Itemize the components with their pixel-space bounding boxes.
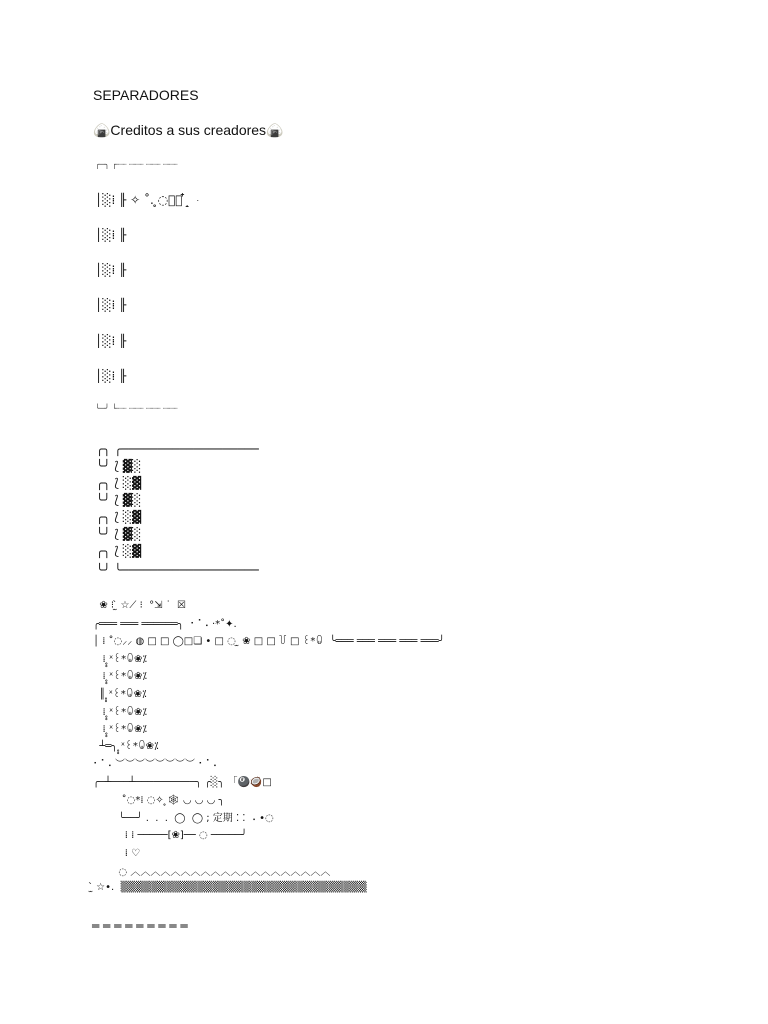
block3-line: ⁞ ♡ — [93, 848, 141, 859]
block3-line: ╰──╯ . . . ◯ ◯ ; 定期 ⁚ ⁚ ⠄•◌ — [93, 813, 274, 824]
block1-row: │░⁞ ╟ — [95, 263, 127, 277]
page-title: SEPARADORES — [93, 87, 199, 103]
block1-row: │░⁞ ╟ — [95, 228, 127, 242]
block1-row: │░⁞ ╟ — [95, 334, 127, 348]
block4-line: ═ ═ ═ ═ ═ ═ ═ ═ ═ — [92, 919, 188, 933]
block2-line: ╰╯ ╰─────────────────── — [96, 563, 259, 577]
block3-line: ╭═══ ═══ ══════╮ ⠂⠁⠄·*˚✦. — [93, 619, 237, 630]
block1-row: │░⁞ ╟ — [95, 369, 127, 383]
block3-line: ⁞ ̥̥ˣ꒰*ꐑ❀⁒ — [93, 671, 147, 682]
block1-row: │░⁞ ╟ — [95, 298, 127, 312]
block3-line: ⁞ ̥̥ˣ꒰*ꐑ❀⁒ — [93, 707, 147, 718]
block2-line: ╭╮ ⟅ ░▓ — [96, 544, 142, 558]
block3-line: ˚◌*⁞ ◌✧ ̥🕸 ◡ ◡ ◡ ╮ — [93, 795, 225, 806]
block1-top-border: ╭─╮ ┌┈┈ ┈┈┈ ┈┈┈ ┈┈┈ — [95, 160, 178, 169]
credits-line: 🍙Creditos a sus creadores🍙 — [93, 122, 284, 138]
block3-line: ̫̀ ☆•. ▒▒▒▒▒▒▒▒▒▒▒▒▒▒▒▒▒▒▒▒▒▒▒▒▒▒▒▒▒▒▒▒ — [93, 882, 367, 893]
block1-row: │░⁞ ╟ ✧ ˚. ̥◌᷊ᰰ ໋ ̝ ּ — [95, 193, 194, 207]
block3-line: ◌ ︿︿︿︿︿︿︿︿︿︿︿︿︿︿︿︿︿︿︿︿ — [93, 867, 331, 878]
block3-line: ║ ̥̥ˣ꒰*ꐑ❀⁒ — [93, 689, 147, 700]
block2-line: ╰╯ ⟅ ▓░ — [96, 459, 142, 473]
block1-bottom-border: ╰─╯ └┈┈ ┈┈┈ ┈┈┈ ┈┈┈ — [95, 404, 178, 413]
block3-line: ╭─┴───┴──────────╮ ╭░╮ 「🎱🥥□ — [93, 777, 272, 788]
block2-line: ╰╯ ⟅ ▓░ — [96, 527, 142, 541]
block3-line: ⁞ ⁞ ─────[❀]── ◌ ─────╯ — [93, 830, 248, 841]
block2-line: ╭╮ ⟅ ░▓ — [96, 510, 142, 524]
block3-line: ⁞ ̥̥ˣ꒰*ꐑ❀⁒ — [93, 724, 147, 735]
block3-line: ┴═╮ ̥̥ˣ꒰*ꐑ❀⁒ — [93, 741, 159, 752]
block3-line: ⠂⠁⠄︶︶︶︶︶︶︶︶ ⠂⠁⠄ — [93, 759, 221, 770]
block3-line: │ ⁞ ˚◌⸝⸝ ◍ □ □ ◯□❏ • □ ◌ ̫ ❀ □ □ ꒦ □ ꒰*ꐑ ╰═══ ═══ ═══ ═══ ═══╯ — [93, 636, 445, 647]
block3-line: ⁞ ̥̥ˣ꒰*ꐑ❀⁒ — [93, 654, 147, 665]
block3-line: ❀ ⁝ ̫̀ ☆⟋ ⁝ °⇲ ˙ ☒ — [93, 600, 187, 611]
block2-line: ╭╮ ⟅ ░▓ — [96, 476, 142, 490]
block2-line: ╭╮ ╭─────────────────── — [96, 442, 259, 456]
block2-line: ╰╯ ⟅ ▓░ — [96, 493, 142, 507]
